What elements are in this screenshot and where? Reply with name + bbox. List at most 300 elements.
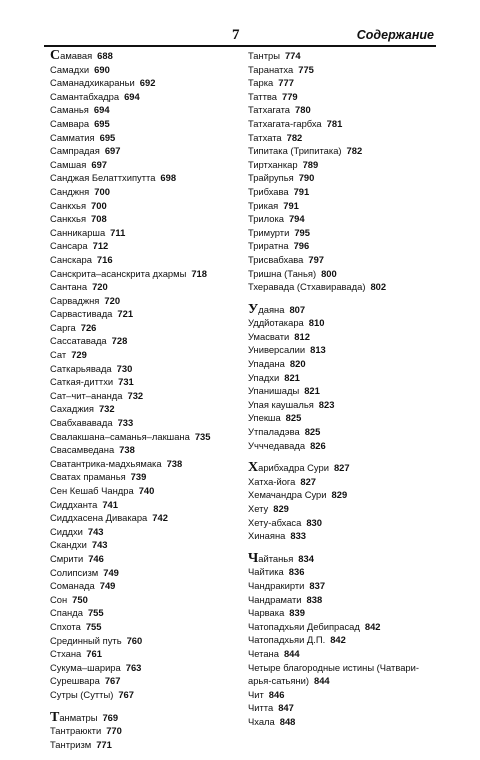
entry-term: Чарвака — [248, 607, 285, 619]
toc-entry[interactable] — [50, 375, 236, 389]
toc-entry[interactable] — [50, 606, 236, 620]
group-initial-letter: С — [50, 48, 61, 63]
entry-term: Чандракирти — [248, 579, 305, 591]
entry-page-number: 770 — [106, 725, 122, 737]
entry-term: Тарка — [248, 77, 274, 89]
toc-entry[interactable] — [248, 267, 438, 281]
entry-page-number: 837 — [309, 579, 326, 591]
entry-term: Сватах праманья — [50, 471, 126, 483]
entry-page-number: 697 — [104, 145, 121, 157]
toc-entry[interactable] — [50, 484, 236, 498]
toc-entry[interactable] — [50, 334, 236, 348]
entry-page-number: 694 — [93, 104, 110, 116]
entry-term: Сат — [50, 349, 67, 361]
entry-term: Четана — [248, 647, 279, 659]
toc-entry[interactable] — [248, 316, 438, 330]
entry-page-number: 794 — [288, 213, 305, 225]
toc-entry[interactable] — [248, 63, 438, 77]
toc-entry[interactable] — [50, 280, 236, 294]
entry-page-number: 823 — [318, 398, 335, 410]
toc-entry[interactable] — [248, 633, 438, 647]
entry-page-number: 780 — [295, 104, 311, 116]
toc-entry[interactable] — [50, 457, 236, 471]
section-title: Содержание — [356, 28, 434, 42]
entry-term: Сарга — [50, 321, 76, 333]
entry-term: Сватантрика-мадхьямака — [50, 457, 162, 469]
toc-entry[interactable] — [50, 253, 236, 267]
group-initial-letter: Ч — [248, 550, 259, 566]
entry-page-number: 782 — [286, 131, 303, 143]
entry-page-number: 847 — [278, 702, 294, 714]
toc-entry[interactable] — [248, 76, 438, 90]
entry-page-number: 749 — [103, 566, 119, 578]
toc-entry[interactable] — [50, 185, 236, 199]
toc-entry[interactable] — [248, 488, 438, 502]
entry-page-number: 821 — [304, 385, 320, 397]
entry-page-number: 729 — [71, 349, 87, 361]
entry-term: Хемачандра Сури — [248, 489, 327, 501]
toc-entry[interactable] — [248, 411, 438, 425]
toc-entry[interactable] — [50, 552, 236, 566]
entry-term: Четыре благородные истины (Чатвари- — [248, 661, 420, 673]
toc-entry[interactable] — [50, 566, 236, 580]
entry-term: Тиртханкар — [248, 158, 298, 170]
entry-term: Трисвабхава — [248, 253, 304, 265]
entry-page-number: 839 — [289, 607, 305, 619]
entry-term: Сансара — [50, 240, 88, 252]
entry-page-number: 800 — [321, 267, 337, 279]
toc-entry[interactable] — [248, 357, 438, 371]
entry-term: Татхагата — [248, 104, 291, 116]
entry-term: Сиддхи — [50, 525, 83, 537]
entry-term: Триратна — [248, 240, 289, 252]
entry-term: Упая каушалья — [248, 398, 314, 410]
entry-page-number: 802 — [370, 281, 387, 293]
toc-entry[interactable] — [248, 475, 438, 489]
entry-page-number: 791 — [293, 185, 310, 197]
entry-page-number: 829 — [273, 503, 289, 514]
entry-term: айтанья — [258, 552, 294, 564]
entry-term: Тантры — [248, 50, 280, 61]
toc-entry[interactable] — [50, 321, 236, 335]
entry-term: Соманада — [50, 580, 95, 592]
toc-entry[interactable] — [248, 103, 438, 117]
entry-page-number: 844 — [283, 647, 300, 659]
toc-entry[interactable] — [50, 389, 236, 403]
entry-page-number: 700 — [91, 199, 107, 211]
entry-page-number: 732 — [127, 389, 144, 401]
entry-page-number: 743 — [91, 539, 108, 551]
toc-entry[interactable] — [50, 117, 236, 131]
entry-term: Тхеравада (Стхавиравада) — [248, 281, 366, 293]
toc-entry[interactable] — [248, 661, 438, 688]
entry-page-number: 720 — [92, 281, 108, 293]
entry-page-number: 781 — [326, 117, 343, 129]
toc-entry[interactable] — [248, 701, 438, 715]
entry-term: Санджая Белаттхипутта — [50, 172, 156, 184]
entry-term: Чатопадхьяи Дебипрасад — [248, 620, 360, 632]
entry-page-number: 732 — [98, 403, 115, 415]
entry-page-number: 697 — [91, 158, 108, 170]
toc-entry[interactable] — [248, 439, 438, 453]
toc-entry[interactable] — [50, 212, 236, 226]
entry-term: Трайрупья — [248, 172, 294, 184]
toc-entry[interactable] — [248, 715, 438, 729]
entry-page-number: 750 — [72, 593, 88, 605]
entry-term: Саманадхикараньи — [50, 77, 135, 89]
entry-term: Сиддханта — [50, 498, 98, 510]
toc-entry[interactable] — [248, 606, 438, 620]
entry-term: Саткарьявада — [50, 362, 112, 374]
entry-term: Чит — [248, 688, 264, 700]
toc-entry[interactable] — [248, 330, 438, 344]
toc-entry[interactable] — [50, 158, 236, 172]
entry-term: Чатопадхьяи Д.П. — [248, 634, 326, 646]
entry-page-number: 825 — [285, 412, 302, 424]
toc-entry[interactable] — [50, 402, 236, 416]
toc-entry[interactable] — [50, 634, 236, 648]
entry-page-number: 711 — [110, 226, 126, 238]
toc-entry[interactable] — [248, 371, 438, 385]
entry-term: Самматия — [50, 131, 95, 143]
entry-term: Сон — [50, 593, 68, 605]
toc-entry[interactable] — [50, 498, 236, 512]
entry-page-number: 721 — [117, 308, 134, 320]
entry-term: Самантабхадра — [50, 90, 120, 102]
toc-entry[interactable] — [248, 529, 438, 543]
entry-term: Читта — [248, 702, 274, 714]
toc-entry[interactable] — [248, 688, 438, 702]
entry-term: Трибхава — [248, 185, 289, 197]
entry-term: Чайтика — [248, 566, 284, 578]
toc-entry[interactable] — [50, 362, 236, 376]
entry-page-number: 777 — [278, 77, 294, 89]
entry-term: Универсалии — [248, 344, 306, 356]
entry-page-number: 813 — [310, 344, 326, 356]
entry-term: Хатха-йога — [248, 475, 296, 487]
entry-term: Сен Кешаб Чандра — [50, 485, 134, 496]
entry-term: Хету — [248, 503, 269, 514]
entry-term: Упадхи — [248, 371, 280, 383]
entry-page-number: 755 — [87, 607, 104, 619]
entry-page-number: 767 — [118, 688, 134, 700]
entry-term: Упекша — [248, 412, 281, 424]
entry-page-number: 795 — [294, 226, 310, 238]
entry-page-number: 718 — [191, 267, 207, 279]
group-initial-letter: У — [248, 301, 259, 317]
toc-entry[interactable] — [50, 470, 236, 484]
entry-term: Свабхававада — [50, 417, 113, 429]
entry-term: Самадхи — [50, 63, 90, 75]
toc-entry[interactable] — [50, 593, 236, 607]
toc-entry[interactable] — [50, 239, 236, 253]
toc-entry[interactable] — [248, 144, 438, 158]
entry-page-number: 738 — [119, 444, 135, 456]
entry-page-number: 826 — [310, 439, 326, 451]
toc-entry[interactable] — [248, 226, 438, 240]
toc-entry[interactable] — [50, 348, 236, 362]
entry-page-number: 830 — [306, 516, 322, 528]
toc-entry[interactable] — [50, 525, 236, 539]
entry-term: Смрити — [50, 552, 84, 564]
entry-term: Санкхья — [50, 199, 87, 211]
entry-page-number: 688 — [97, 50, 113, 61]
entry-page-number: 769 — [102, 711, 119, 723]
toc-entry[interactable] — [50, 171, 236, 185]
entry-page-number: 771 — [96, 738, 112, 750]
toc-entry[interactable] — [50, 307, 236, 321]
entry-term: Тантраюкти — [50, 725, 102, 737]
entry-term: Спанда — [50, 607, 83, 619]
entry-page-number: 767 — [104, 675, 121, 687]
toc-entry[interactable] — [50, 443, 236, 457]
entry-page-number: 827 — [333, 462, 350, 474]
entry-page-number: 763 — [125, 661, 142, 673]
entry-page-number: 720 — [104, 294, 121, 306]
toc-entry[interactable] — [248, 280, 438, 294]
entry-term: даяна — [258, 303, 285, 315]
toc-entry[interactable] — [50, 144, 236, 158]
entry-term: Солипсизм — [50, 566, 99, 578]
entry-term: Сарвастивада — [50, 308, 113, 320]
entry-page-number: 749 — [99, 580, 116, 592]
group-initial-letter: Х — [248, 460, 259, 476]
entry-term: Спхота — [50, 620, 81, 632]
entry-term: Упанишады — [248, 385, 300, 397]
entry-term: Хинаяна — [248, 530, 286, 542]
toc-entry[interactable] — [248, 343, 438, 357]
entry-page-number: 692 — [139, 77, 156, 89]
entry-term: Свалакшана–саманья–лакшана — [50, 430, 190, 442]
entry-page-number: 746 — [88, 552, 104, 564]
entry-page-number: 739 — [130, 471, 147, 483]
entry-term: Санскара — [50, 253, 92, 265]
toc-entry[interactable] — [248, 384, 438, 398]
letter-group — [248, 552, 438, 729]
entry-term: амавая — [60, 50, 93, 61]
entry-term: Стхана — [50, 648, 82, 660]
toc-entry[interactable] — [50, 538, 236, 552]
toc-entry[interactable] — [248, 212, 438, 226]
entry-term: Сиддхасена Дивакара — [50, 512, 148, 524]
toc-entry[interactable] — [248, 303, 438, 317]
entry-term: Умасвати — [248, 330, 290, 342]
entry-term: Уддйотакара — [248, 317, 304, 329]
toc-entry[interactable] — [248, 565, 438, 579]
entry-page-number: 807 — [289, 303, 306, 315]
entry-page-number: 761 — [86, 648, 102, 660]
entry-page-number: 716 — [96, 253, 113, 265]
toc-entry[interactable] — [248, 253, 438, 267]
toc-entry[interactable] — [248, 199, 438, 213]
toc-entry[interactable] — [248, 49, 438, 63]
entry-page-number: 844 — [314, 675, 330, 687]
toc-entry[interactable] — [248, 516, 438, 530]
toc-entry[interactable] — [50, 674, 236, 688]
toc-entry[interactable] — [50, 416, 236, 430]
toc-entry[interactable] — [50, 647, 236, 661]
entry-page-number: 728 — [111, 335, 128, 347]
entry-page-number: 690 — [94, 63, 110, 75]
entry-page-number: 825 — [304, 426, 321, 438]
entry-page-number: 779 — [282, 90, 298, 102]
entry-page-number: 789 — [302, 158, 319, 170]
entry-page-number: 791 — [283, 199, 299, 211]
letter-group — [50, 711, 236, 752]
entry-term: Сат–чит–ананда — [50, 389, 123, 401]
entry-page-number: 741 — [102, 498, 118, 510]
entry-page-number: 730 — [116, 362, 133, 374]
toc-entry[interactable] — [50, 620, 236, 634]
entry-page-number: 833 — [290, 530, 307, 542]
entry-page-number: 842 — [330, 634, 346, 646]
entry-term: Саманья — [50, 104, 89, 116]
entry-page-number: 810 — [308, 317, 325, 329]
entry-page-number: 695 — [94, 117, 110, 129]
page-number: 7 — [232, 27, 240, 43]
toc-entry[interactable] — [248, 620, 438, 634]
entry-term: Чандрамати — [248, 593, 302, 605]
toc-entry[interactable] — [248, 185, 438, 199]
toc-entry[interactable] — [248, 461, 438, 475]
entry-term: Санкхья — [50, 213, 87, 225]
entry-page-number: 846 — [268, 688, 285, 700]
entry-term: Сутры (Сутты) — [50, 688, 114, 700]
entry-term: Типитака (Трипитака) — [248, 145, 342, 157]
entry-page-number: 848 — [279, 715, 296, 727]
entry-page-number: 755 — [85, 620, 102, 632]
entry-term: Таттва — [248, 90, 277, 102]
group-initial-letter: Т — [50, 709, 60, 725]
toc-entry[interactable] — [50, 579, 236, 593]
right-column — [248, 49, 438, 738]
entry-term: Скандхи — [50, 539, 87, 551]
toc-entry[interactable] — [50, 226, 236, 240]
entry-term: Хету-абхаса — [248, 516, 302, 528]
entry-term: арибхадра Сури — [258, 462, 329, 474]
entry-term: Санникарша — [50, 226, 106, 238]
toc-entry[interactable] — [50, 294, 236, 308]
toc-entry[interactable] — [248, 425, 438, 439]
toc-entry[interactable] — [50, 511, 236, 525]
entry-term: Таранатха — [248, 63, 294, 75]
entry-term: Самшая — [50, 158, 87, 170]
entry-page-number: 695 — [99, 131, 116, 143]
toc-entry[interactable] — [50, 63, 236, 77]
toc-entry[interactable] — [50, 199, 236, 213]
entry-page-number: 726 — [80, 321, 97, 333]
letter-group — [248, 461, 438, 543]
entry-page-number: 836 — [288, 566, 305, 578]
entry-term: анматры — [59, 711, 98, 723]
entry-term: Сурешвара — [50, 675, 100, 687]
entry-page-number: 743 — [87, 525, 104, 537]
entry-term: Сантана — [50, 281, 88, 293]
toc-entry[interactable] — [248, 239, 438, 253]
entry-page-number: 827 — [300, 475, 317, 487]
entry-page-number: 740 — [138, 485, 155, 496]
entry-term: Санскрита–асанскрита дхармы — [50, 267, 187, 279]
toc-entry[interactable] — [50, 76, 236, 90]
header-rule — [44, 45, 436, 47]
entry-term: Сарваджня — [50, 294, 100, 306]
entry-term: Сампрадая — [50, 145, 100, 157]
letter-group — [50, 49, 236, 702]
entry-page-number: 812 — [294, 330, 310, 342]
toc-entry[interactable] — [50, 724, 236, 738]
entry-page-number: 733 — [117, 417, 134, 429]
entry-page-number: 774 — [284, 50, 301, 61]
entry-page-number: 760 — [126, 634, 143, 646]
entry-term: Срединный путь — [50, 634, 122, 646]
entry-term: Чхала — [248, 715, 275, 727]
toc-entry[interactable] — [248, 552, 438, 566]
toc-entry[interactable] — [248, 647, 438, 661]
entry-page-number: 796 — [293, 240, 310, 252]
entry-page-number: 742 — [152, 512, 168, 524]
toc-entry[interactable] — [248, 90, 438, 104]
entry-term: Сахаджия — [50, 403, 94, 415]
entry-term: Тришна (Танья) — [248, 267, 317, 279]
entry-page-number: 829 — [331, 489, 348, 501]
entry-term: Самвара — [50, 117, 90, 129]
entry-page-number: 700 — [94, 185, 110, 197]
entry-term: Трикая — [248, 199, 279, 211]
entry-term: Упадана — [248, 358, 285, 370]
toc-entry[interactable] — [248, 171, 438, 185]
letter-group — [248, 49, 438, 294]
toc-entry[interactable] — [50, 49, 236, 63]
toc-entry[interactable] — [248, 593, 438, 607]
entry-page-number: 775 — [298, 63, 314, 75]
entry-term: Тримурти — [248, 226, 290, 238]
entry-page-number: 782 — [346, 145, 363, 157]
toc-entry[interactable] — [248, 398, 438, 412]
toc-entry[interactable] — [50, 430, 236, 444]
left-column — [50, 49, 236, 760]
toc-entry[interactable] — [50, 711, 236, 725]
toc-entry[interactable] — [50, 267, 236, 281]
entry-page-number: 712 — [92, 240, 109, 252]
entry-page-number: 838 — [306, 593, 323, 605]
entry-term: Сукума–шарира — [50, 661, 121, 673]
entry-term: Сассатавада — [50, 335, 107, 347]
entry-page-number: 735 — [194, 430, 211, 442]
entry-term: Трилока — [248, 213, 284, 225]
toc-entry[interactable] — [50, 688, 236, 702]
toc-entry[interactable] — [248, 131, 438, 145]
entry-term: Санджня — [50, 185, 90, 197]
entry-page-number: 698 — [160, 172, 177, 184]
toc-entry[interactable] — [248, 158, 438, 172]
toc-entry[interactable] — [50, 90, 236, 104]
toc-entry[interactable] — [248, 117, 438, 131]
entry-term: Татхагата-гарбха — [248, 117, 322, 129]
toc-entry[interactable] — [50, 738, 236, 752]
toc-entry[interactable] — [248, 502, 438, 516]
toc-entry[interactable] — [50, 103, 236, 117]
toc-entry[interactable] — [248, 579, 438, 593]
toc-entry[interactable] — [50, 661, 236, 675]
toc-entry[interactable] — [50, 131, 236, 145]
entry-term-continuation: арья-сатьяни) — [248, 675, 309, 687]
letter-group — [248, 303, 438, 453]
entry-page-number: 842 — [364, 620, 381, 632]
entry-page-number: 738 — [166, 457, 183, 469]
entry-page-number: 708 — [91, 213, 107, 225]
entry-page-number: 797 — [308, 253, 325, 265]
entry-term: Татхата — [248, 131, 282, 143]
